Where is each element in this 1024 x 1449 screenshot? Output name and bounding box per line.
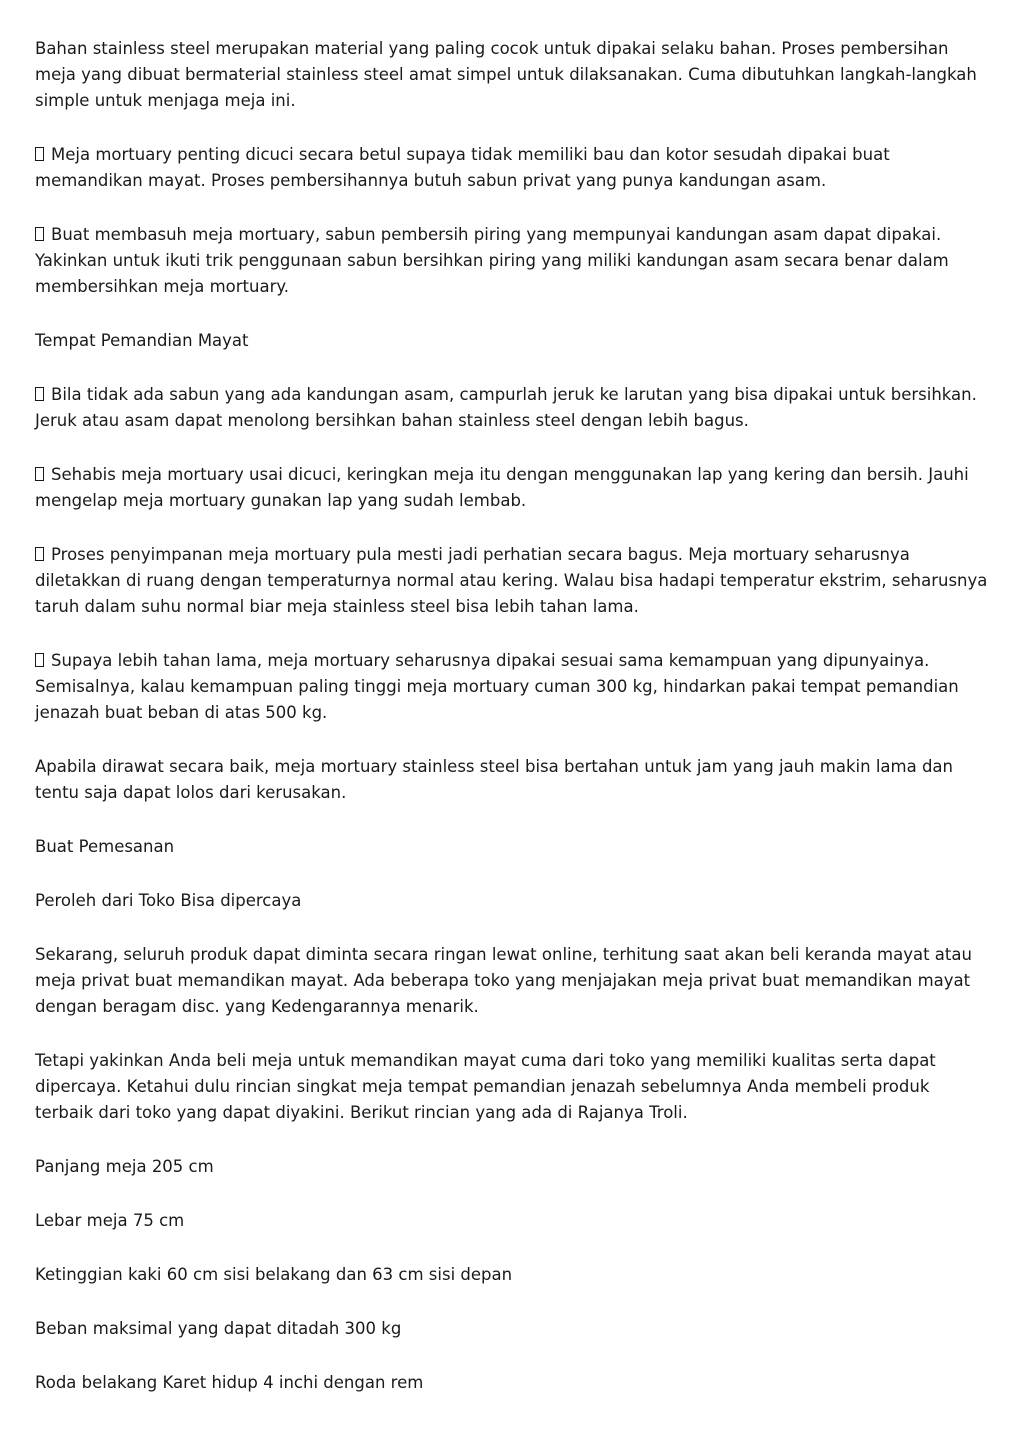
missing-glyph-icon <box>35 467 44 481</box>
bullet-item: Buat membasuh meja mortuary, sabun pembersih piring yang mempunyai kandungan asam dapat dipakai. Yakinkan untuk ikuti trik penggunaan sabun bersihkan piring yang miliki kandungan asam secara benar dalam membersihkan meja mortuary. <box>35 225 949 296</box>
bullet-item: Bila tidak ada sabun yang ada kandungan asam, campurlah jeruk ke larutan yang bisa dipakai untuk bersihkan. Jeruk atau asam dapat menolong bersihkan bahan stainless steel dengan lebih bagus. <box>35 385 977 430</box>
spec-item: Lebar meja 75 cm <box>35 1211 185 1230</box>
missing-glyph-icon <box>35 387 44 401</box>
spec-item: Roda belakang Karet hidup 4 inchi dengan rem <box>35 1373 424 1392</box>
section-heading: Buat Pemesanan <box>35 837 175 856</box>
paragraph: Sekarang, seluruh produk dapat diminta secara ringan lewat online, terhitung saat akan beli keranda mayat atau meja privat buat memandikan mayat. Ada beberapa toko yang menjajakan meja privat buat memandikan mayat dengan beragam disc. yang Kedengarannya menarik. <box>35 945 972 1016</box>
missing-glyph-icon <box>35 547 44 561</box>
paragraph: Tetapi yakinkan Anda beli meja untuk memandikan mayat cuma dari toko yang memiliki kualitas serta dapat dipercaya. Ketahui dulu rincian singkat meja tempat pemandian jenazah sebelumnya Anda membeli produk terbaik dari toko yang dapat diyakini. Berikut rincian yang ada di Rajanya Troli. <box>35 1051 936 1122</box>
bullet-item: Sehabis meja mortuary usai dicuci, keringkan meja itu dengan menggunakan lap yang kering dan bersih. Jauhi mengelap meja mortuary gunakan lap yang sudah lembab. <box>35 465 969 510</box>
section-heading: Peroleh dari Toko Bisa dipercaya <box>35 891 302 910</box>
bullet-item: Proses penyimpanan meja mortuary pula mesti jadi perhatian secara bagus. Meja mortuary seharusnya diletakkan di ruang dengan temperaturnya normal atau kering. Walau bisa hadapi temperatur ekstrim, seharusnya taruh dalam suhu normal biar meja stainless steel bisa lebih tahan lama. <box>35 545 988 616</box>
missing-glyph-icon <box>35 227 44 241</box>
bullet-item: Supaya lebih tahan lama, meja mortuary seharusnya dipakai sesuai sama kemampuan yang dipunyainya. Semisalnya, kalau kemampuan paling tinggi meja mortuary cuman 300 kg, hindarkan pakai tempat pemandian jenazah buat beban di atas 500 kg. <box>35 651 959 722</box>
bullet-item: Meja mortuary penting dicuci secara betul supaya tidak memiliki bau dan kotor sesudah dipakai buat memandikan mayat. Proses pembersihannya butuh sabun privat yang punya kandungan asam. <box>35 145 890 190</box>
missing-glyph-icon <box>35 147 44 161</box>
paragraph-intro: Bahan stainless steel merupakan material yang paling cocok untuk dipakai selaku bahan. Proses pembersihan meja yang dibuat bermaterial stainless steel amat simpel untuk dilaksanakan. Cuma dibutuhkan langkah-langkah simple untuk menjaga meja ini. <box>35 39 977 110</box>
document-body <box>35 36 990 1424</box>
paragraph: Apabila dirawat secara baik, meja mortuary stainless steel bisa bertahan untuk jam yang jauh makin lama dan tentu saja dapat lolos dari kerusakan. <box>35 757 953 802</box>
spec-item: Beban maksimal yang dapat ditadah 300 kg <box>35 1319 402 1338</box>
section-heading: Tempat Pemandian Mayat <box>35 331 249 350</box>
spec-item: Panjang meja 205 cm <box>35 1157 214 1176</box>
missing-glyph-icon <box>35 653 44 667</box>
spec-item: Ketinggian kaki 60 cm sisi belakang dan 63 cm sisi depan <box>35 1265 513 1284</box>
